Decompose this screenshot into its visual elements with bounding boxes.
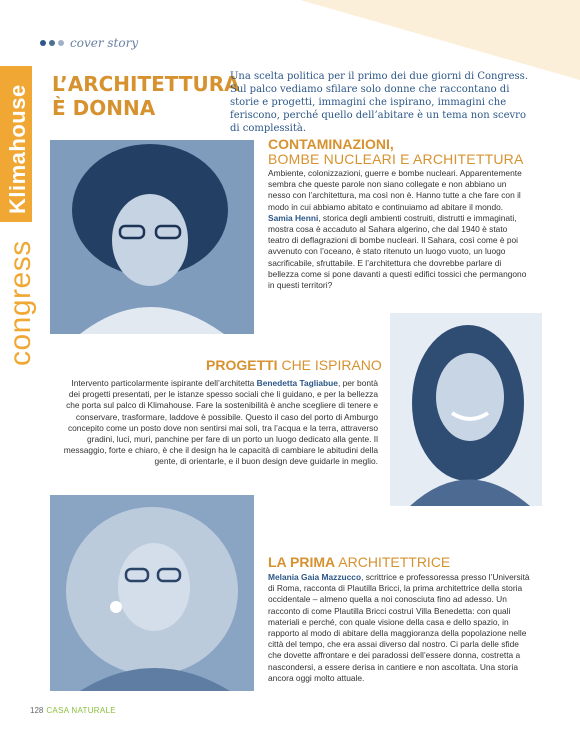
header-dot [49,40,55,46]
section-heading-progetti [206,357,382,373]
body-text: Intervento particolarmente ispirante dell’architetta [71,378,257,388]
portrait-photo-melania-mazzucco [50,495,254,691]
section-heading-prima-architettrice [268,554,450,570]
body-text: , storica degli ambienti costruiti, distrutti e immaginati, mostra cosa è accaduto al Sahara algerino, che dal 1940 è stato teatro di deflagrazioni di bombe nucleari. Il Sahara, così come è poi avvenuto con l’oceano, è stato ritenuto un luogo vuoto, un luogo sacrificabile, sfruttabile. E l’architettura che dovrebbe parlare di bellezza come si pone davanti a questi edifici tossici che permangono in questi territori? [268,212,527,291]
page-number: 128 [30,706,44,715]
body-text: , scrittrice e professoressa presso l’Università di Roma, racconta di Plautilla Bricci, la prima architettrice della storia occidentale – almeno quella a noi conosciuta fino ad adesso. Un racconto di come Plautilla Bricci costruì Villa Benedetta: con quali materiali e perché, con quale visione della casa e dello spazio, in rapporto al modo di abitare della maggioranza della popolazione nelle città del tempo, che era assai diverso dal nostro. Ci parla delle sfide che dovette affrontare e dei paradossi dell’essere donna, costretta a nascondersi, a essere derisa in cantiere e non ascoltata. Una storia ancora oggi molto attuale. [268,572,530,683]
section-body-progetti [60,378,378,468]
speaker-name: Benedetta Tagliabue [256,378,338,388]
section-kicker: cover story [70,36,139,50]
speaker-name: Melania Gaia Mazzucco [268,572,362,582]
header-dots [40,40,64,46]
page-title [52,72,240,120]
body-text: , per bontà dei progetti presentati, per le istanze spesso sociali che li guidano, e per la bellezza che porta sul palco di Klimahouse. Fare la sostenibilità è anche scegliere di tenere e conservare, trasformare, laddove è possibile. Questo il caso del porto di Amburgo concepito come un posto dove non sentirsi mai soli, tra l’acqua e la terra, attraverso gradini, luci, muri, panchine per fare di un porto un luogo dedicato alla gente. Il messaggio, forte e chiaro, è che il design ha le capacità di cambiare le abitudini della gente, di orientarle, e il buon design deve guidarle in meglio. [63,378,378,467]
sidebar-event: congress [4,240,37,366]
heading-bold: LA PRIMA [268,554,336,570]
heading-rest: BOMBE NUCLEARI E ARCHITETTURA [268,151,524,167]
portrait-photo-samia-henni [50,140,254,334]
heading-rest: CHE ISPIRANO [277,357,382,373]
body-text: Ambiente, colonizzazioni, guerre e bombe nucleari. Apparentemente sembra che queste parole non siano collegate e non abbiano un nesso con l’architettura, ma così non è. Hanno tutte a che fare con il modo in cui abbiamo abitato e continuiamo ad abitare il mondo. [268,168,522,212]
section-heading-contaminazioni [268,137,524,167]
section-body-contaminazioni [268,168,530,291]
section-header [40,36,138,50]
title-line-1: L’ARCHITETTURA [52,72,240,96]
page-footer [30,706,116,715]
heading-bold: CONTAMINAZIONI, [268,136,394,152]
header-dot [58,40,64,46]
section-body-prima-architettrice [268,572,530,684]
speaker-name: Samia Henni [268,212,319,223]
magazine-name: CASA NATURALE [46,706,116,715]
portrait-photo-benedetta-tagliabue [390,313,542,506]
title-line-2: È DONNA [52,96,156,120]
intro-paragraph: Una scelta politica per il primo dei due giorni di Congress. Sul palco vediamo sfilare solo donne che raccontano di storie e progetti, immagini che ispirano, immagini che feriscono, perché quello dell’abitare è un tema non scevro di complessità. [230,71,528,134]
sidebar-brand: Klimahouse [5,84,30,214]
header-dot [40,40,46,46]
heading-rest: ARCHITETTRICE [335,554,451,570]
heading-bold: PROGETTI [206,357,278,373]
